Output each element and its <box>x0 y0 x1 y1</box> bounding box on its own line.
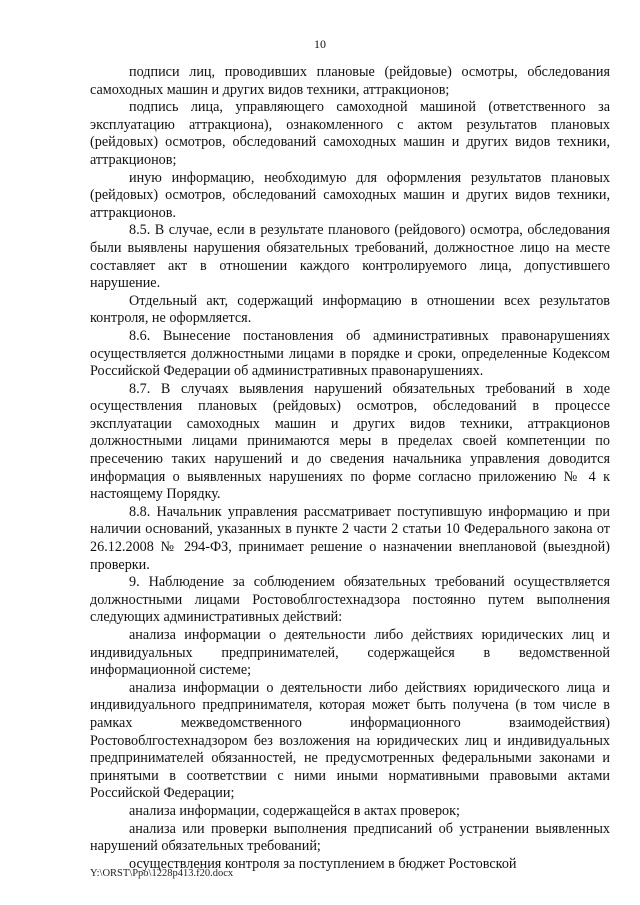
document-body <box>90 64 610 873</box>
paragraph: анализа информации, содержащейся в актах проверок; <box>129 802 460 819</box>
page-number: 10 <box>314 37 326 51</box>
paragraph: 8.6. Вынесение постановления об административных правонарушениях осуществляется должностными лицами в порядке и сроки, определенные Кодексом Российской Федерации об административных правонарушениях. <box>90 327 610 380</box>
footer-file-path: Y:\ORST\Ppo\1228p413.f20.docx <box>90 868 234 879</box>
paragraph: анализа информации о деятельности либо действиях юридических лиц и индивидуальных предпринимателей, содержащейся в ведомственной информационной системе; <box>90 627 610 679</box>
paragraph: 9. Наблюдение за соблюдением обязательных требований осуществляется должностными лицами Ростовоблгостехнадзора постоянно путем выполнения следующих административных действий: <box>90 574 610 626</box>
paragraph: осуществления контроля за поступлением в бюджет Ростовской <box>129 855 517 872</box>
paragraph: Отдельный акт, содержащий информацию в отношении всех результатов контроля, не оформляется. <box>90 292 610 327</box>
paragraph: 8.5. В случае, если в результате планового (рейдового) осмотра, обследования были выявлены нарушения обязательных требований, должностное лицо на месте составляет акт в отношении каждого контролируемого лица, допустившего нарушение. <box>90 222 610 292</box>
paragraph: 8.7. В случаях выявления нарушений обязательных требований в ходе осуществления плановых (рейдовых) осмотров, обследований в процессе эксплуатации самоходных машин и других видов техники, аттракционов должностными лицами принимаются меры в пределах своей компетенции по пресечению таких нарушений и до сведения начальника управления доводится информация о выявленных нарушениях по форме согласно приложению № 4 к настоящему Порядку. <box>90 380 610 503</box>
paragraph: иную информацию, необходимую для оформления результатов плановых (рейдовых) осмотров, обследований самоходных машин и других видов техники, аттракционов. <box>90 169 610 221</box>
paragraph: анализа или проверки выполнения предписаний об устранении выявленных нарушений обязательных требований; <box>90 820 610 855</box>
paragraph: 8.8. Начальник управления рассматривает поступившую информацию и при наличии оснований, указанных в пункте 2 части 2 статьи 10 Федерального закона от 26.12.2008 № 294-ФЗ, принимает решение о назначении внеплановой (выездной) проверки. <box>90 503 610 573</box>
paragraph: анализа информации о деятельности либо действиях юридического лица и индивидуального предпринимателя, которая может быть получена (в том числе в рамках межведомственного информационного взаимодействия) Ростовоблгостехнадзором без возложения на юридических лиц и индивидуальных предпринимателей обязанностей, не предусмотренных федеральными законами и принятыми в соответствии с ними иными нормативными правовыми актами Российской Федерации; <box>90 679 610 802</box>
paragraph: подпись лица, управляющего самоходной машиной (ответственного за эксплуатацию аттракциона), ознакомленного с актом результатов плановых (рейдовых) осмотров, обследований самоходных машин и других видов техники, аттракционов; <box>90 99 610 168</box>
paragraph: подписи лиц, проводивших плановые (рейдовые) осмотры, обследования самоходных машин и других видов техники, аттракционов; <box>90 64 610 98</box>
